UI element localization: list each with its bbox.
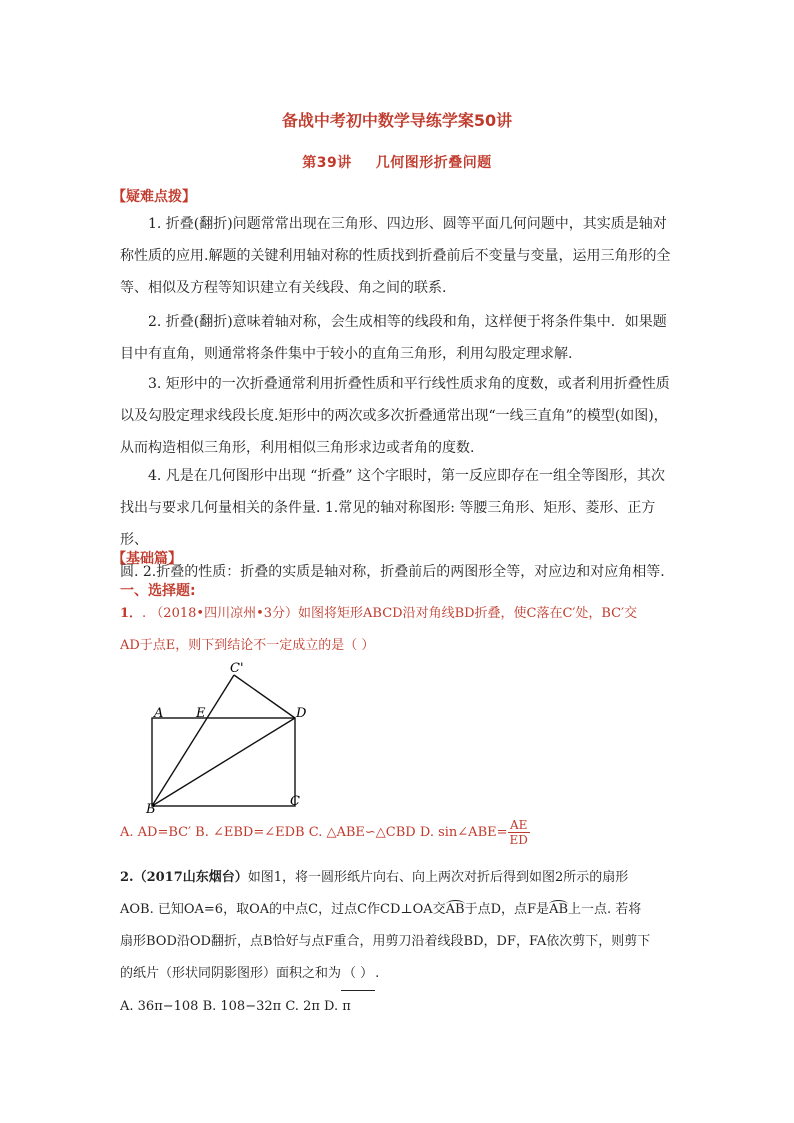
paragraph-line: 4. 凡是在几何图形中出现 “折叠” 这个字眼时，第一反应即存在一组全等图形，其次 xyxy=(148,468,666,484)
paragraph-line: 圆. 2.折叠的性质：折叠的实质是轴对称，折叠前后的两图形全等，对应边和对应角相等. xyxy=(120,564,665,580)
question-text: 于点D，点F是 xyxy=(464,902,550,917)
options-text: A. AD=BC′ B. ∠EBD=∠EDB C. △ABE∽△CBD D. sin∠ABE= xyxy=(120,825,508,840)
segment-bc1 xyxy=(152,675,234,806)
question-text: AD于点E，则下到结论不一定成立的是（ ） xyxy=(120,638,375,653)
paragraph-2 xyxy=(120,306,680,370)
paragraph-line: 称性质的应用.解题的关键利用轴对称的性质找到折叠前后不变量与变量，运用三角形的全 xyxy=(120,248,671,264)
question-text: . xyxy=(375,966,380,981)
paragraph-line: 等、相似及方程等知识建立有关线段、角之间的联系. xyxy=(120,280,447,296)
answer-blank: （ ） xyxy=(341,958,375,991)
lecture-topic: 几何图形折叠问题 xyxy=(375,155,492,171)
paragraph-line: 3. 矩形中的一次折叠通常利用折叠性质和平行线性质求角的度数，或者利用折叠性质 xyxy=(148,376,670,392)
paragraph-3 xyxy=(120,368,680,464)
question-text: 如图将矩形ABCD沿对角线BD折叠，使C落在C′处，BC′交 xyxy=(298,606,638,621)
diagonal-bd xyxy=(152,718,295,806)
label-a: A xyxy=(154,706,164,721)
section-heading-difficulty: 【疑难点拨】 xyxy=(112,189,196,205)
subsection-multiple-choice: 一、选择题: xyxy=(120,583,196,599)
question-text: 上一点. 若将 xyxy=(568,902,642,917)
arc-ab: AB xyxy=(549,894,568,926)
label-c: C xyxy=(290,794,300,809)
question-2-options: A. 36π−108 B. 108−32π C. 2π D. π xyxy=(120,999,351,1014)
paragraph-1 xyxy=(120,208,680,304)
section-heading-basic: 【基础篇】 xyxy=(112,551,182,567)
lecture-number: 第39讲 xyxy=(302,155,352,171)
question-text: AOB. 已知OA=6，取OA的中点C，过点C作CD⊥OA交 xyxy=(120,902,446,917)
paragraph-line: 1. 折叠(翻折)问题常常出现在三角形、四边形、圆等平面几何问题中，其实质是轴对 xyxy=(148,216,667,232)
segment-c1d xyxy=(234,675,295,718)
paragraph-line: 2. 折叠(翻折)意味着轴对称，会生成相等的线段和角，这样便于将条件集中．如果题 xyxy=(148,314,667,330)
question-text: 如图1，将一圆形纸片向右、向上两次对折后得到如图2所示的扇形 xyxy=(247,870,629,885)
label-e: E xyxy=(196,706,206,721)
question-source: . （2018•四川凉州•3分） xyxy=(142,606,299,621)
label-c-prime: C' xyxy=(230,661,244,676)
fraction-numerator: AE xyxy=(508,818,530,833)
document-title: 备战中考初中数学导练学案50讲 xyxy=(281,111,513,130)
question-2-text xyxy=(120,862,680,1023)
paragraph-4 xyxy=(120,460,680,588)
question-text: 的纸片（形状同阴影图形）面积之和为 xyxy=(120,966,342,981)
question-number: 1． xyxy=(120,606,143,621)
paragraph-line: 找出与要求几何量相关的条件量. 1.常见的轴对称图形: 等腰三角形、矩形、菱形、正方形、 xyxy=(120,500,656,548)
rectangle-fold-figure xyxy=(110,655,330,815)
arc-ab: AB xyxy=(446,894,465,926)
label-b: B xyxy=(146,802,156,815)
paragraph-line: 以及勾股定理求线段长度.矩形中的两次或多次折叠通常出现“一线三直角”的模型(如图)， xyxy=(120,408,668,424)
paragraph-line: 从而构造相似三角形，利用相似三角形求边或者角的度数. xyxy=(120,440,475,456)
question-number: 2. xyxy=(120,870,134,885)
question-text: 扇形BOD沿OD翻折，点B恰好与点F重合，用剪刀沿着线段BD，DF，FA依次剪下，则剪下 xyxy=(120,934,651,949)
question-source: （2017山东烟台） xyxy=(133,870,248,885)
fraction-denominator: ED xyxy=(509,833,528,847)
fraction-ae-ed xyxy=(508,818,530,847)
paragraph-line: 目中有直角，则通常将条件集中于较小的直角三角形，利用勾股定理求解. xyxy=(120,346,573,362)
question-1-options xyxy=(120,817,680,849)
question-1-text xyxy=(120,598,680,662)
lecture-subtitle xyxy=(0,152,794,172)
label-d: D xyxy=(296,706,307,721)
